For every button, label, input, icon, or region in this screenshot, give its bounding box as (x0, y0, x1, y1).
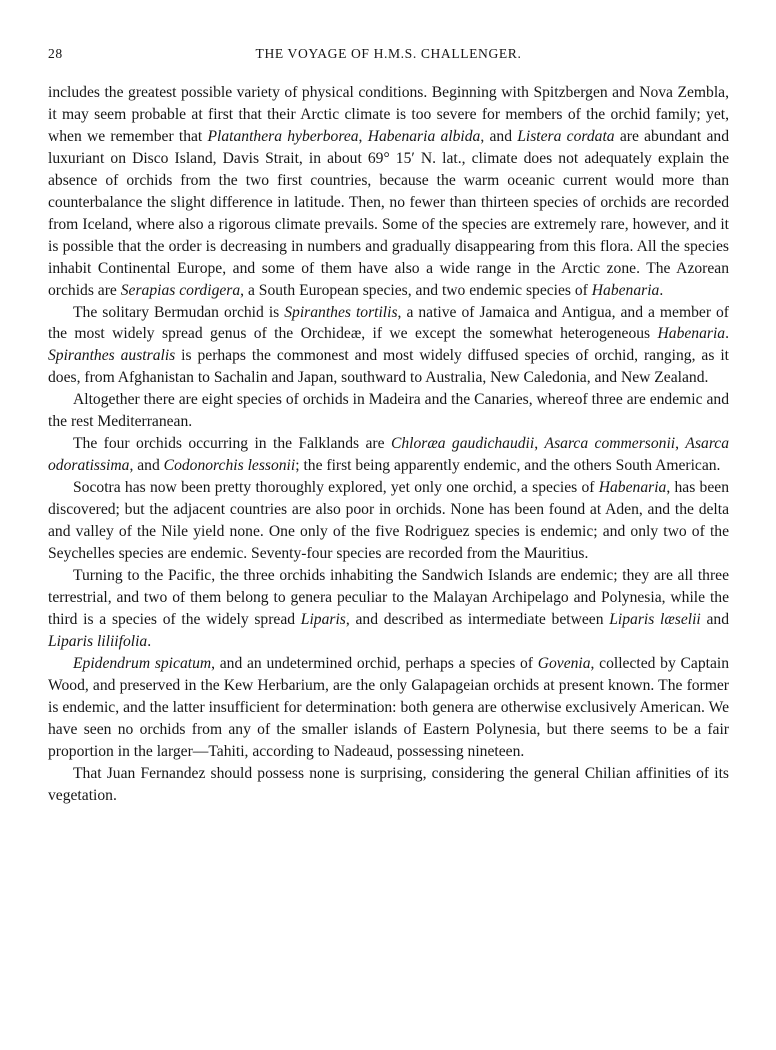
text-run: , collected by Captain Wood, and preserved in the Kew Herbarium, are the only Galapageian orchids at present known. The former is endemic, and the latter insufficient for determination: both genera are otherwise exclusively American. We have seen no orchids from any of the smaller islands of Eastern Polynesia, but there seems to be a fair proportion in the larger—Tahiti, according to Nadeaud, possessing nineteen. (48, 654, 729, 760)
species-name: Asarca odoratissima (48, 435, 730, 475)
species-name: Liparis læselii (609, 610, 701, 628)
species-name: Listera cordata (517, 127, 615, 145)
text-run: . (725, 325, 729, 343)
paragraph-pacific (48, 565, 729, 653)
text-run: That Juan Fernandez should possess none is surprising, considering the general Chilian affinities of its vegetation. (48, 764, 729, 804)
text-run: , a native of Jamaica and Antigua, and a member of the most widely spread genus of the Orchideæ, if we except the somewhat heterogeneous (48, 303, 729, 343)
text-run: The solitary Bermudan orchid is (73, 303, 285, 321)
text-run: , (358, 127, 368, 145)
species-name: Liparis liliifolia (48, 632, 148, 650)
species-name: Habenaria (657, 325, 726, 343)
text-run: , (534, 435, 545, 453)
text-run: . (659, 281, 664, 299)
text-run: , has been discovered; but the adjacent countries are also poor in orchids. None has been found at Aden, and the delta and valley of the Nile yield none. One only of the five Rodriguez species is endemic; and only two of the Seychelles species are endemic. Seventy-four species are recorded from the Mauritius. (48, 479, 729, 563)
species-name: Govenia (537, 654, 591, 672)
text-run: The four orchids occurring in the Falklands are (73, 435, 391, 453)
text-run: Turning to the Pacific, the three orchids inhabiting the Sandwich Islands are endemic; they are all three terrestrial, and two of them belong to genera peculiar to the Malayan Archipelago and Polynesia, while the third is a species of the widely spread (48, 566, 729, 628)
paragraph-falklands (48, 433, 729, 477)
text-run: are abundant and luxuriant on Disco Island, Davis Strait, in about 69° 15′ N. lat., climate does not adequately explain the absence of orchids from the two first countries, because the warm oceanic current would more than counterbalance the slight difference in latitude. Then, no fewer than thirteen species of orchids are recorded from Iceland, where also a rigorous climate prevails. Some of the species are extremely rare, however, and it is possible that the order is decreasing in numbers and gradually disappearing from this flora. All the species inhabit Continental Europe, and some of them have also a wide range in the Arctic zone. The Azorean orchids are (48, 127, 730, 299)
text-run: , and described as intermediate between (345, 610, 610, 628)
species-name: Codonorchis lessonii (163, 457, 296, 475)
body-text (48, 82, 729, 806)
species-name: Serapias cordigera (120, 281, 241, 299)
paragraph-arctic-orchids (48, 82, 729, 302)
page-number: 28 (48, 46, 63, 61)
species-name: Spiranthes tortilis (284, 303, 398, 321)
paragraph-galapagos (48, 653, 729, 763)
paragraph-bermuda (48, 302, 729, 390)
text-run: , and (480, 127, 518, 145)
paragraph-juan-fernandez (48, 763, 729, 807)
page-header (48, 46, 729, 68)
text-run: and (700, 610, 729, 628)
species-name: Habenaria albida (367, 127, 481, 145)
species-name: Asarca commersonii (544, 435, 676, 453)
running-head: THE VOYAGE OF H.M.S. CHALLENGER. (255, 46, 522, 61)
paragraph-madeira-canaries (48, 389, 729, 433)
text-run: , and an undetermined orchid, perhaps a species of (211, 654, 538, 672)
text-run: includes the greatest possible variety of physical conditions. Beginning with Spitzbergen and Nova Zembla, it may seem probable at first that their Arctic climate is too severe for members of the orchid family; yet, when we remember that (48, 84, 729, 145)
book-page (48, 46, 729, 806)
text-run: Socotra has now been pretty thoroughly explored, yet only one orchid, a species of (73, 479, 599, 497)
text-run: Altogether there are eight species of orchids in Madeira and the Canaries, whereof three are endemic and the rest Mediterranean. (48, 391, 729, 431)
species-name: Habenaria (591, 281, 660, 299)
species-name: Chloræa gaudichaudii (390, 435, 535, 453)
species-name: Platanthera hyberborea (207, 127, 359, 145)
text-run: ; the first being apparently endemic, and the others South American. (295, 457, 721, 475)
paragraph-socotra (48, 477, 729, 565)
text-run: . (147, 632, 152, 650)
species-name: Liparis (300, 610, 346, 628)
species-name: Habenaria (598, 479, 667, 497)
text-run: , a South European species, and two endemic species of (240, 281, 592, 299)
species-name: Epidendrum spicatum (73, 654, 212, 672)
text-run: is perhaps the commonest and most widely diffused species of orchid, ranging, as it does, from Afghanistan to Sachalin and Japan, southward to Australia, New Caledonia, and New Zealand. (48, 347, 729, 387)
species-name: Spiranthes australis (48, 347, 176, 365)
text-run: , and (129, 457, 164, 475)
text-run: , (675, 435, 686, 453)
